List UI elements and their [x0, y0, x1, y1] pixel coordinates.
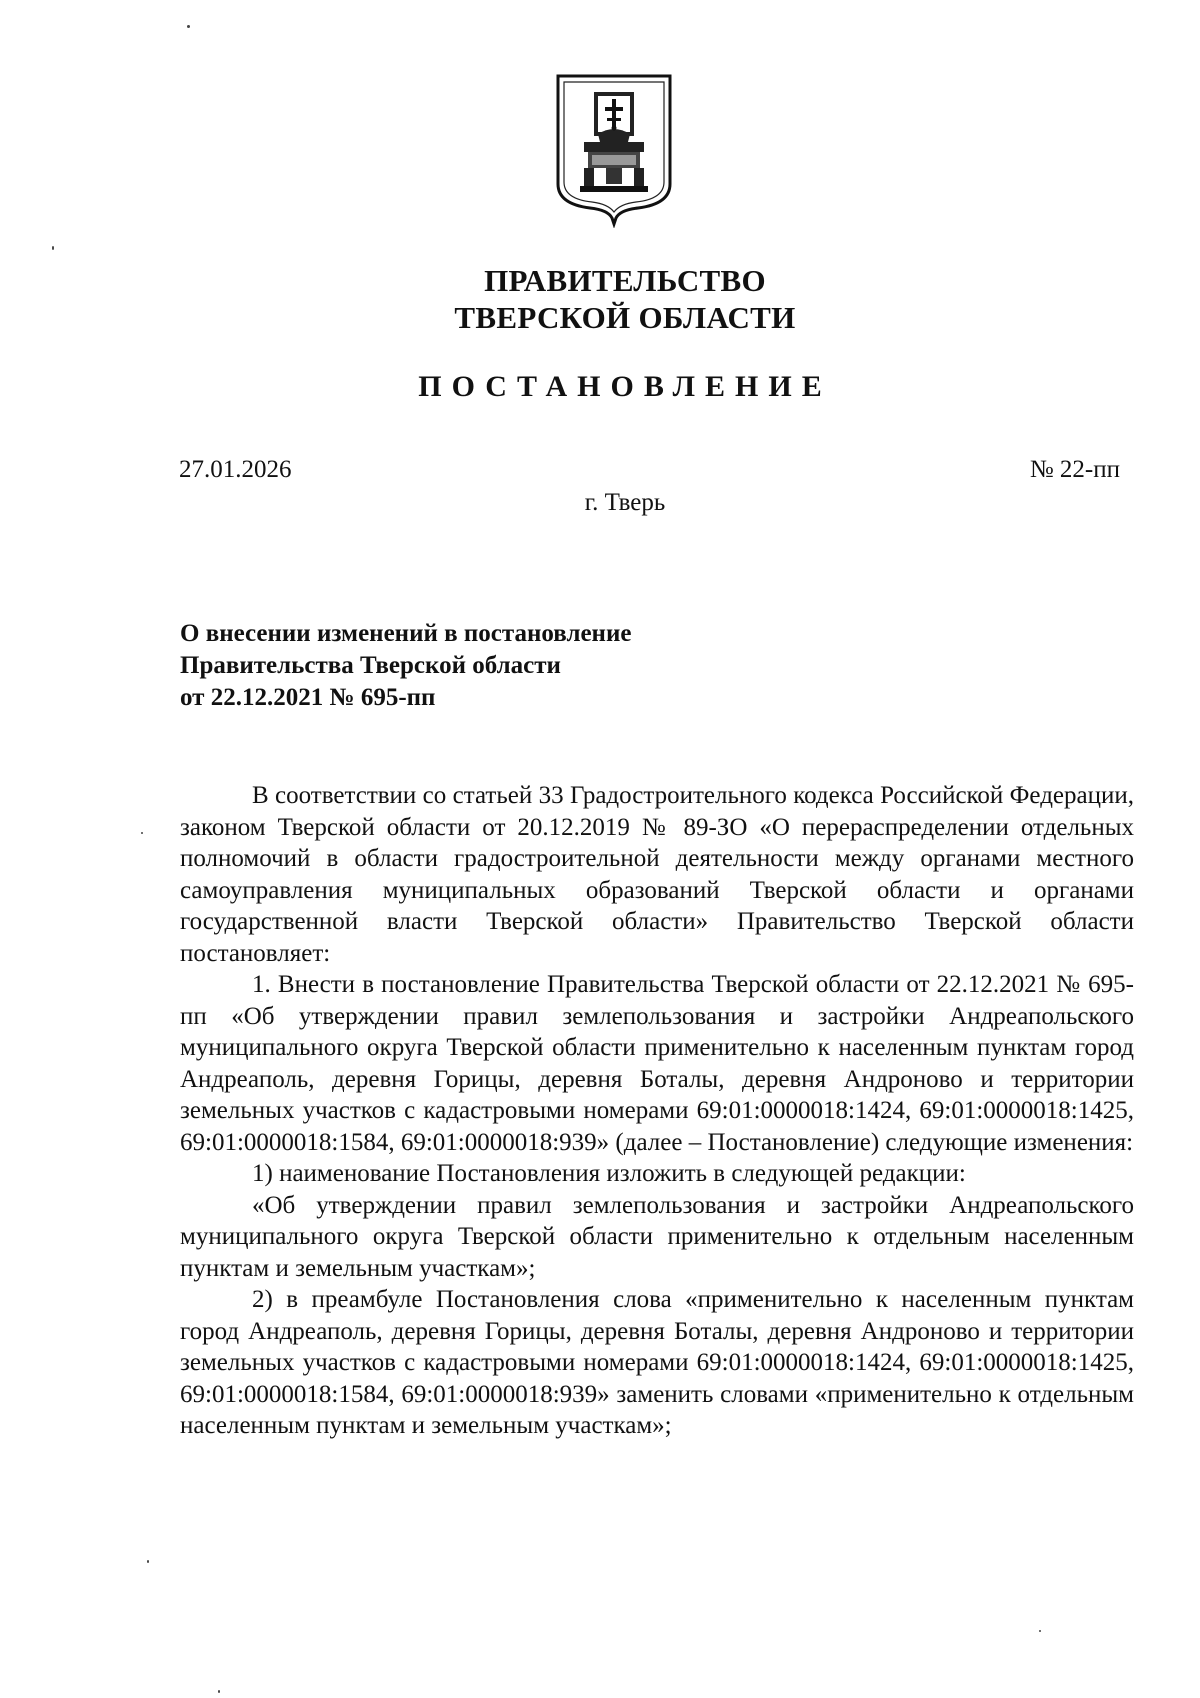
subject-line: Правительства Тверской области	[180, 652, 561, 679]
body-paragraph-new-title: «Об утверждении правил землепользования и застройки Андреапольского муниципального округа Тверской области применительно к отдельным населенным пунктам и земельным участкам»;	[180, 1191, 1134, 1282]
scan-speck	[141, 832, 143, 834]
scan-speck	[1039, 1630, 1041, 1632]
body-paragraph-subitem-2: 2) в преамбуле Постановления слова «применительно к населенным пунктам город Андреаполь, деревня Горицы, деревня Боталы, деревня Андроново и территории земельных участков с кадастровыми номерами 69:01:0000018:1424, 69:01:0000018:1425, 69:01:0000018:1584, 69:01:0000018:939» заменить словами «применительно к отдельным населенным пунктам и земельным участкам»;	[180, 1286, 1134, 1439]
government-name-line2: ТВЕРСКОЙ ОБЛАСТИ	[454, 300, 796, 335]
document-city: г. Тверь	[584, 489, 666, 516]
subject-line: О внесении изменений в постановление	[180, 620, 632, 647]
document-body	[180, 780, 1134, 1442]
scan-speck	[147, 1560, 149, 1563]
document-date: 27.01.2026	[179, 456, 292, 483]
body-paragraph-item-1: 1. Внести в постановление Правительства Тверской области от 22.12.2021 № 695-пп «Об утверждении правил землепользования и застройки Андреапольского муниципального округа Тверской области применительно к населенным пунктам город Андреаполь, деревня Горицы, деревня Боталы, деревня Андроново и территории земельных участков с кадастровыми номерами 69:01:0000018:1424, 69:01:0000018:1425, 69:01:0000018:1584, 69:01:0000018:939» (далее – Постановление) следующие изменения:	[180, 971, 1134, 1156]
document-subject	[180, 618, 631, 714]
document-kind-title: ПОСТАНОВЛЕНИЕ	[418, 370, 832, 403]
government-name-line1: ПРАВИТЕЛЬСТВО	[484, 263, 766, 298]
coat-of-arms-emblem	[554, 72, 674, 228]
subject-line: от 22.12.2021 № 695-пп	[180, 684, 436, 711]
body-paragraph-preamble: В соответствии со статьей 33 Градостроительного кодекса Российской Федерации, законом Тверской области от 20.12.2019 № 89-ЗО «О перераспределении отдельных полномочий в области градостроительной деятельности между органами местного самоуправления муниципальных образований Тверской области и органами государственной власти Тверской области» Правительство Тверской области постановляет:	[180, 782, 1134, 967]
scan-speck	[52, 246, 54, 250]
scan-speck	[187, 25, 190, 28]
document-number: № 22-пп	[1029, 456, 1120, 483]
scan-speck	[218, 1690, 220, 1693]
body-paragraph-subitem-1: 1) наименование Постановления изложить в следующей редакции:	[252, 1160, 966, 1187]
